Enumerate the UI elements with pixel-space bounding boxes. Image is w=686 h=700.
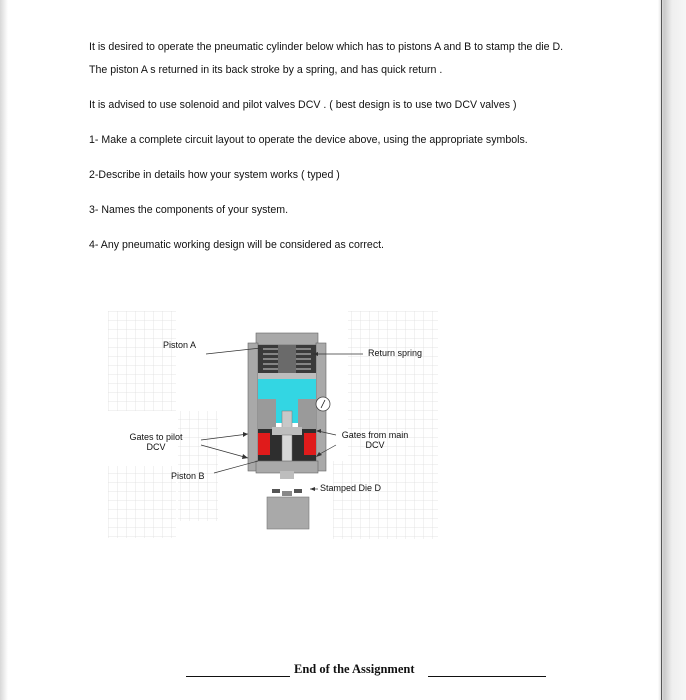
page-edge-left [0,0,8,700]
task-2: 2-Describe in details how your system works ( typed ) [89,169,340,181]
stamped-die-block [267,497,309,529]
label-piston-a: Piston A [163,340,197,350]
label-gates-pilot-line-2: DCV [146,442,166,452]
seal-left [258,433,270,455]
page-edge-right [650,0,686,700]
label-gates-main [338,430,412,450]
label-stamped-die: Stamped Die D [320,483,382,493]
label-gates-main-line-2: DCV [365,440,385,450]
task-4: 4- Any pneumatic working design will be considered as correct. [89,239,385,251]
task-1: 1- Make a complete circuit layout to operate the device above, using the appropriate symbols. [89,134,528,146]
footer-text: End of the Assignment [294,662,415,676]
label-gates-pilot-line-1: Gates to pilot [129,432,183,442]
label-piston-b: Piston B [171,471,205,481]
intro-line-1: It is desired to operate the pneumatic cylinder below which has to pistons A and B to stamp the die D. [89,41,564,53]
footer-rule-right [428,676,546,677]
seal-right [304,433,316,455]
label-return-spring: Return spring [368,348,423,358]
return-spring-graphic [258,345,316,375]
label-gates-main-line-1: Gates from main [341,430,409,440]
intro-line-2: The piston A s returned in its back stroke by a spring, and has quick return . [89,64,443,76]
task-3: 3- Names the components of your system. [89,204,289,216]
cylinder-figure [108,311,438,539]
label-gates-pilot [120,432,192,452]
piston-a-head [258,373,316,379]
cylinder-diagram [108,311,438,539]
footer-rule-left [186,676,290,677]
advice-text: It is advised to use solenoid and pilot valves DCV . ( best design is to use two DCV valves ) [89,99,517,111]
